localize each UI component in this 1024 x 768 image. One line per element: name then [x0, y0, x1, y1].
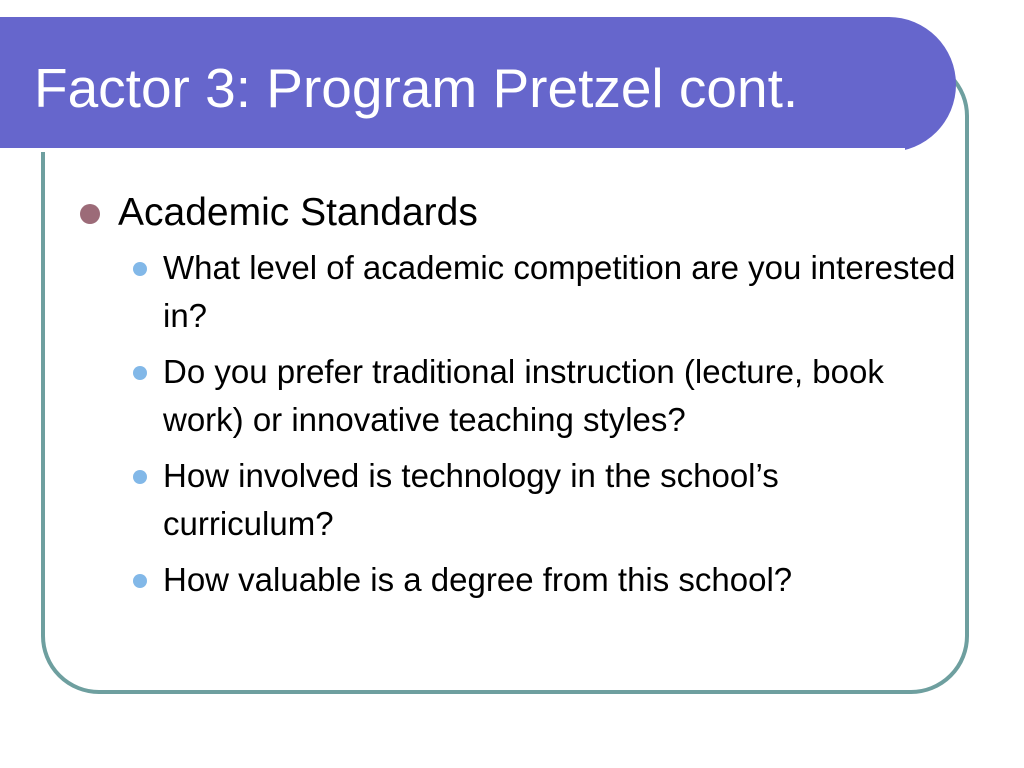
slide-title: Factor 3: Program Pretzel cont. — [34, 57, 799, 119]
slide-body — [78, 188, 958, 612]
title-bar — [0, 17, 956, 152]
sub-bullet-text: How valuable is a degree from this school? — [163, 561, 793, 598]
sub-bullet-dot-icon — [133, 262, 147, 276]
sub-bullet-item — [123, 244, 958, 340]
sub-bullet-text: Do you prefer traditional instruction (lecture, book work) or innovative teaching styles? — [163, 353, 884, 438]
title-underline — [0, 148, 905, 152]
sub-bullet-item — [123, 556, 958, 604]
sub-bullet-item — [123, 452, 958, 548]
sub-bullet-dot-icon — [133, 366, 147, 380]
sub-bullet-text: How involved is technology in the school’s curriculum? — [163, 457, 779, 542]
sub-bullet-dot-icon — [133, 470, 147, 484]
sub-bullet-text: What level of academic competition are you interested in? — [163, 249, 956, 334]
bullet-dot-icon — [80, 204, 100, 224]
bullet-text: Academic Standards — [118, 191, 478, 234]
sub-bullet-dot-icon — [133, 574, 147, 588]
bullet-academic-standards — [78, 188, 958, 238]
sub-bullet-item — [123, 348, 958, 444]
sub-bullet-list — [78, 244, 958, 604]
